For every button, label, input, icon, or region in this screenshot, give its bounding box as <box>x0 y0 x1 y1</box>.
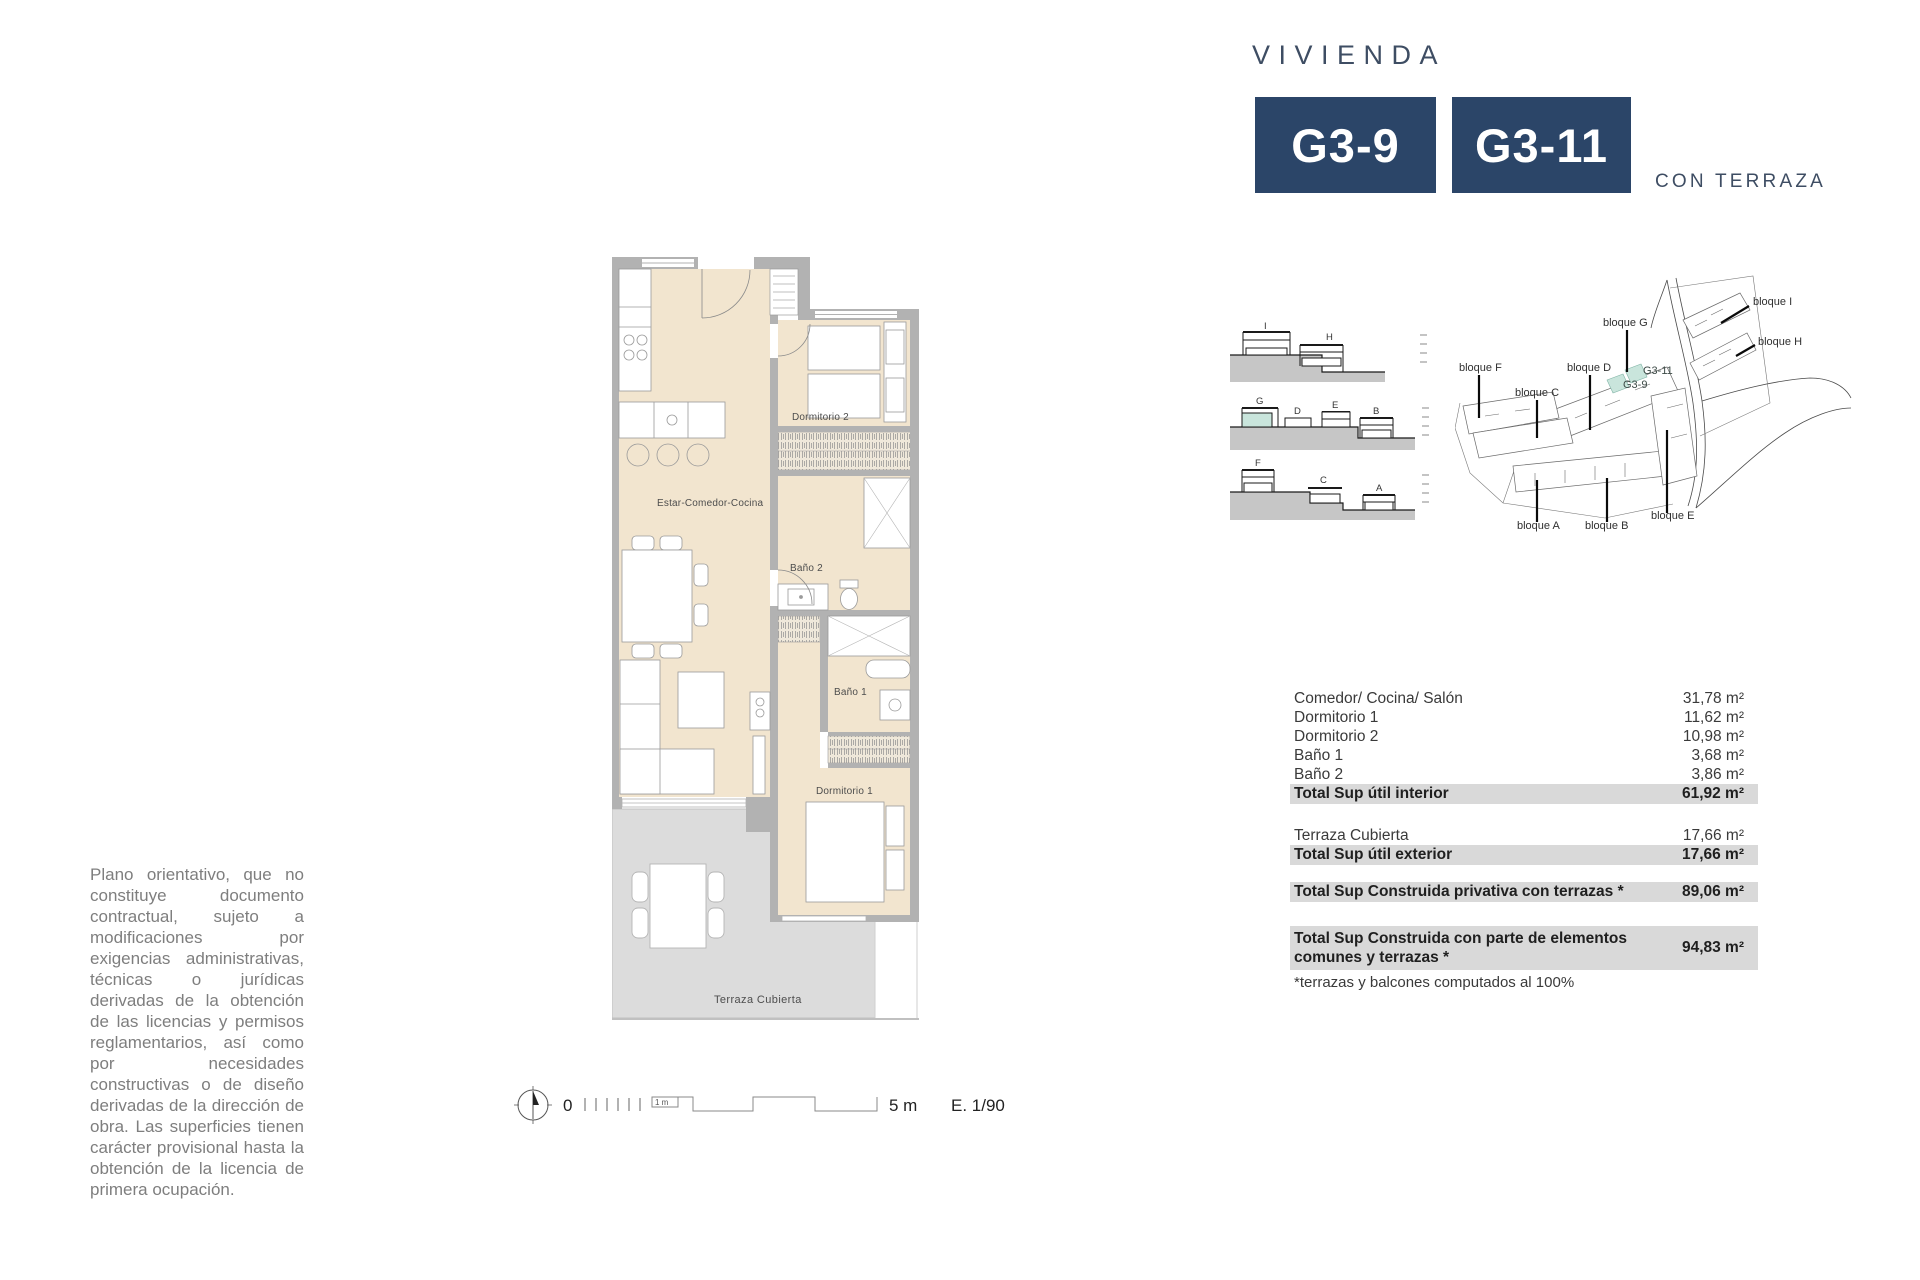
elevation-diagram <box>1230 320 1440 525</box>
unit-badge-label: G3-11 <box>1474 118 1609 172</box>
elev-block-f: F <box>1255 458 1261 469</box>
elev-block-d: D <box>1294 406 1301 417</box>
room-label-bedroom1: Dormitorio 1 <box>816 786 873 797</box>
scale-zero-label: 0 <box>563 1096 573 1115</box>
unit-badge-label: G3-9 <box>1291 118 1400 172</box>
elev-block-g: G <box>1256 396 1264 407</box>
elev-block-c: C <box>1320 475 1327 486</box>
site-label-bloque-f: bloque F <box>1459 362 1502 374</box>
floor-plan <box>612 252 919 1037</box>
unit-badge-g3-11 <box>1452 97 1631 193</box>
north-arrow-icon <box>514 1086 552 1124</box>
site-label-unit-g3-9: G3-9 <box>1623 379 1648 391</box>
elev-block-i: I <box>1264 321 1267 332</box>
table-row: Baño 2 3,86 m² <box>1294 766 1744 783</box>
table-row: Dormitorio 2 10,98 m² <box>1294 728 1744 745</box>
site-label-bloque-c: bloque C <box>1515 387 1560 399</box>
page-title: VIVIENDA <box>1252 40 1447 70</box>
scale-bar <box>505 1080 1025 1130</box>
table-row-total-privativa: Total Sup Construida privativa con terrazas * 89,06 m² <box>1290 882 1758 902</box>
table-row-total-comunes: Total Sup Construida con parte de elementos comunes y terrazas * 94,83 m² <box>1290 926 1758 970</box>
site-label-bloque-d: bloque D <box>1567 362 1612 374</box>
room-label-bath1: Baño 1 <box>834 687 867 698</box>
table-row: Terraza Cubierta 17,66 m² <box>1294 827 1744 844</box>
site-label-bloque-i: bloque I <box>1753 296 1793 308</box>
site-plan <box>1455 268 1855 563</box>
scale-one-meter-label: 1 m <box>655 1098 669 1107</box>
site-label-bloque-g: bloque G <box>1603 317 1648 329</box>
elev-block-e: E <box>1332 400 1339 411</box>
site-label-bloque-h: bloque H <box>1758 336 1803 348</box>
disclaimer-text: Plano orientativo, que no constituye documento contractual, sujeto a modificaciones por exigencias administrativas, técnicas o jurídicas derivadas de la obtención de las licencias y permisos reglamentarios, así como por necesidades constructivas o de diseño derivadas de la dirección de obra. Las superficies tienen carácter provisional hasta la obtención de la licencia de primera ocupación. <box>90 865 304 1199</box>
stair-shaft <box>770 269 798 315</box>
table-footnote: *terrazas y balcones computados al 100% <box>1294 974 1575 991</box>
table-row: Baño 1 3,68 m² <box>1294 747 1744 764</box>
scale-ticks <box>585 1098 640 1111</box>
site-label-bloque-a: bloque A <box>1517 520 1560 532</box>
elevation-row-2 <box>1230 396 1429 450</box>
elev-block-h: H <box>1326 332 1333 343</box>
site-label-bloque-e: bloque E <box>1651 510 1695 522</box>
elev-block-a: A <box>1376 483 1383 494</box>
table-row: Dormitorio 1 11,62 m² <box>1294 709 1744 726</box>
table-row-total-interior: Total Sup útil interior 61,92 m² <box>1290 784 1758 804</box>
site-label-bloque-b: bloque B <box>1585 520 1629 532</box>
scale-ruler <box>652 1097 877 1111</box>
room-label-bath2: Baño 2 <box>790 563 823 574</box>
elevation-row-1 <box>1230 321 1427 382</box>
table-row-total-exterior: Total Sup útil exterior 17,66 m² <box>1290 845 1758 865</box>
bedroom1-furniture <box>806 802 904 902</box>
scale-ratio-label: E. 1/90 <box>951 1096 1005 1115</box>
subtitle-con-terraza: CON TERRAZA <box>1655 171 1827 192</box>
area-table <box>1290 689 1758 992</box>
room-label-living: Estar-Comedor-Cocina <box>657 498 764 509</box>
unit-badge-g3-9 <box>1255 97 1436 193</box>
site-label-unit-g3-11: G3-11 <box>1643 365 1673 377</box>
table-row: Comedor/ Cocina/ Salón 31,78 m² <box>1294 690 1744 707</box>
elevation-row-3 <box>1230 458 1429 520</box>
room-label-terrace: Terraza Cubierta <box>714 994 802 1006</box>
room-label-bedroom2: Dormitorio 2 <box>792 412 849 423</box>
scale-five-meter-label: 5 m <box>889 1096 918 1115</box>
elev-block-b: B <box>1373 406 1380 417</box>
